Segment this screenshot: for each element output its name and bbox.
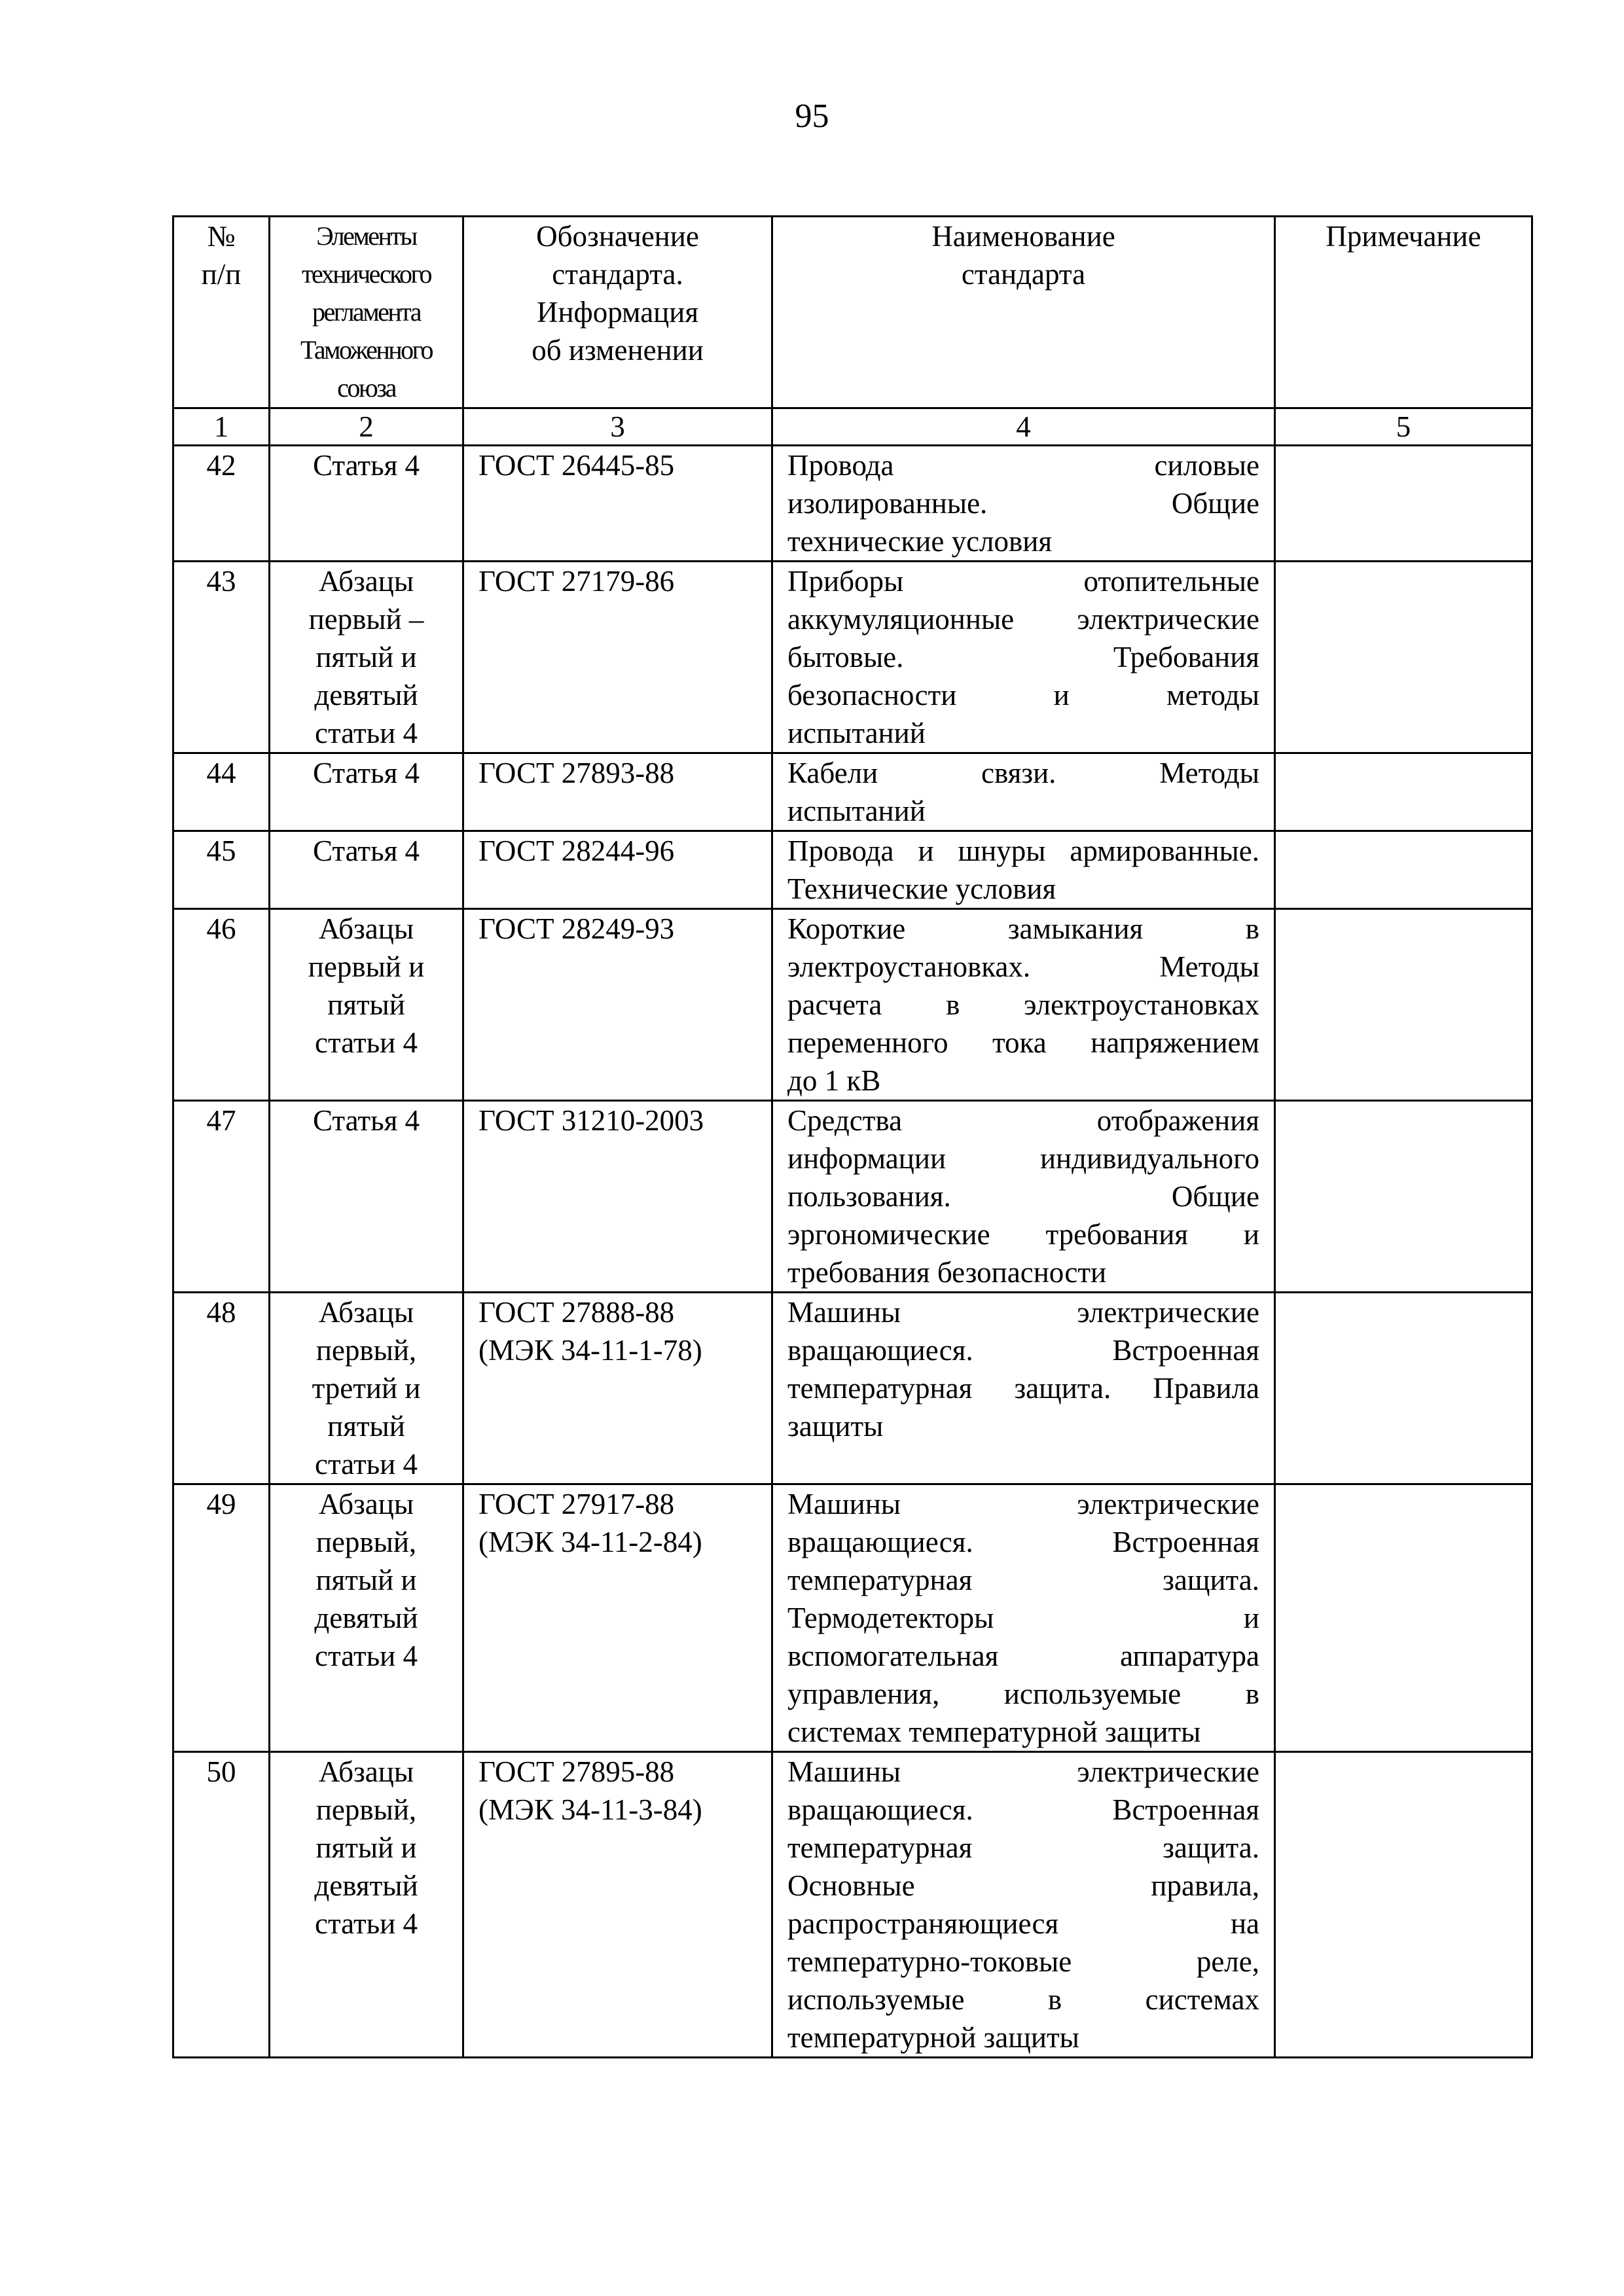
elements-line: статьи 4 — [314, 1907, 418, 1940]
row-standard-code — [463, 1101, 772, 1293]
row-standard-code — [463, 909, 772, 1101]
row-standard-name — [772, 1752, 1275, 2058]
standard-name-line: Приборы отопительные — [787, 565, 1259, 598]
header-line: технического — [302, 259, 431, 289]
elements-line: статьи 4 — [314, 717, 418, 749]
page-number: 95 — [795, 98, 829, 135]
header-line: Обозначение — [536, 220, 699, 253]
row-elements — [270, 1752, 463, 2058]
standard-name-line: системах температурной защиты — [787, 1715, 1201, 1748]
elements-line: статьи 4 — [314, 1448, 418, 1480]
row-elements — [270, 831, 463, 909]
standard-name-line: Технические условия — [787, 872, 1056, 905]
header-line: Наименование — [931, 220, 1115, 253]
row-note — [1275, 1293, 1532, 1484]
standard-code-line: ГОСТ 26445-85 — [478, 449, 675, 482]
header-line: Информация — [536, 296, 699, 329]
column-number: 4 — [772, 408, 1275, 446]
standard-name-line: пользования. Общие — [787, 1180, 1259, 1213]
standard-code-line: ГОСТ 27893-88 — [478, 757, 675, 789]
row-standard-name — [772, 562, 1275, 753]
elements-line: третий и — [312, 1372, 421, 1405]
standard-name-line: температурная защита. Правила — [787, 1372, 1259, 1405]
standard-name-line: Основные правила, — [787, 1869, 1259, 1902]
row-note — [1275, 1101, 1532, 1293]
row-note — [1275, 1752, 1532, 2058]
header-line: союза — [337, 373, 395, 403]
elements-line: пятый — [327, 988, 405, 1021]
row-note — [1275, 562, 1532, 753]
row-number: 50 — [173, 1752, 270, 2058]
elements-line: девятый — [314, 1869, 418, 1902]
standard-name-line: вспомогательная аппаратура — [787, 1640, 1259, 1672]
elements-line: Абзацы — [318, 912, 414, 945]
standard-name-line: испытаний — [787, 717, 926, 749]
row-standard-code — [463, 1293, 772, 1484]
elements-line: девятый — [314, 1602, 418, 1634]
row-number: 43 — [173, 562, 270, 753]
elements-line: пятый — [327, 1410, 405, 1443]
row-elements — [270, 562, 463, 753]
header-line: Элементы — [316, 221, 416, 251]
standard-name-line: управления, используемые в — [787, 1677, 1259, 1710]
elements-line: Статья 4 — [312, 757, 420, 789]
row-elements — [270, 753, 463, 831]
row-elements — [270, 1484, 463, 1752]
standard-code-line: ГОСТ 27179-86 — [478, 565, 675, 598]
row-note — [1275, 909, 1532, 1101]
row-standard-code — [463, 1484, 772, 1752]
column-number-row — [173, 408, 1532, 446]
standard-code-line: ГОСТ 27917-88 — [478, 1488, 675, 1520]
elements-line: Статья 4 — [312, 1104, 420, 1137]
standard-name-line: вращающиеся. Встроенная — [787, 1793, 1259, 1826]
row-note — [1275, 446, 1532, 562]
elements-line: девятый — [314, 679, 418, 711]
elements-line: первый – — [308, 603, 424, 636]
standard-name-line: используемые в системах — [787, 1983, 1259, 2016]
row-number: 47 — [173, 1101, 270, 1293]
standard-name-line: изолированные. Общие — [787, 487, 1259, 520]
header-line: об изменении — [532, 334, 704, 367]
row-standard-name — [772, 446, 1275, 562]
table-row — [173, 1293, 1532, 1484]
row-standard-name — [772, 831, 1275, 909]
row-number: 48 — [173, 1293, 270, 1484]
row-number: 44 — [173, 753, 270, 831]
standard-name-line: Кабели связи. Методы — [787, 757, 1259, 789]
standard-name-line: информации индивидуального — [787, 1142, 1259, 1175]
header-line: стандарта — [961, 258, 1086, 291]
row-standard-name — [772, 1293, 1275, 1484]
table-row — [173, 1484, 1532, 1752]
standard-code-line: ГОСТ 27888-88 — [478, 1296, 675, 1329]
standard-name-line: вращающиеся. Встроенная — [787, 1334, 1259, 1367]
row-standard-name — [772, 1484, 1275, 1752]
row-elements — [270, 446, 463, 562]
row-standard-code — [463, 1752, 772, 2058]
column-number: 1 — [173, 408, 270, 446]
standard-name-line: аккумуляционные электрические — [787, 603, 1259, 636]
elements-line: первый, — [316, 1526, 417, 1558]
standard-name-line: испытаний — [787, 795, 926, 827]
row-number: 45 — [173, 831, 270, 909]
header-line: № — [207, 220, 236, 253]
standard-name-line: до 1 кВ — [787, 1064, 881, 1097]
elements-line: Статья 4 — [312, 834, 420, 867]
header-line: п/п — [201, 258, 242, 291]
elements-line: первый, — [316, 1334, 417, 1367]
elements-line: пятый и — [316, 641, 417, 673]
row-note — [1275, 753, 1532, 831]
table-row — [173, 753, 1532, 831]
standard-name-line: Короткие замыкания в — [787, 912, 1259, 945]
elements-line: пятый и — [316, 1831, 417, 1864]
standard-name-line: переменного тока напряжением — [787, 1026, 1259, 1059]
standard-code-line: ГОСТ 27895-88 — [478, 1755, 675, 1788]
header-name — [772, 217, 1275, 408]
standards-table — [172, 215, 1533, 2058]
row-standard-code — [463, 562, 772, 753]
row-number: 49 — [173, 1484, 270, 1752]
standard-name-line: эргономические требования и — [787, 1218, 1259, 1251]
header-line: стандарта. — [552, 258, 683, 291]
standard-name-line: вращающиеся. Встроенная — [787, 1526, 1259, 1558]
standard-name-line: безопасности и методы — [787, 679, 1259, 711]
header-designation — [463, 217, 772, 408]
header-number — [173, 217, 270, 408]
standard-name-line: распространяющиеся на — [787, 1907, 1259, 1940]
standard-name-line: бытовые. Требования — [787, 641, 1259, 673]
elements-line: статьи 4 — [314, 1026, 418, 1059]
elements-line: первый, — [316, 1793, 417, 1826]
standard-name-line: Провода силовые — [787, 449, 1259, 482]
standard-name-line: температурной защиты — [787, 2021, 1079, 2054]
row-note — [1275, 1484, 1532, 1752]
row-elements — [270, 1293, 463, 1484]
table-row — [173, 562, 1532, 753]
standard-code-line: (МЭК 34-11-2-84) — [478, 1526, 702, 1558]
standard-code-line: ГОСТ 31210-2003 — [478, 1104, 704, 1137]
table-body — [173, 446, 1532, 2058]
header-line: Таможенного — [300, 335, 433, 365]
row-standard-code — [463, 831, 772, 909]
standard-code-line: ГОСТ 28249-93 — [478, 912, 675, 945]
row-number: 42 — [173, 446, 270, 562]
row-standard-code — [463, 753, 772, 831]
standard-name-line: технические условия — [787, 525, 1053, 558]
table-row — [173, 909, 1532, 1101]
table-row — [173, 1101, 1532, 1293]
elements-line: пятый и — [316, 1564, 417, 1596]
standard-name-line: Термодетекторы и — [787, 1602, 1259, 1634]
elements-line: первый и — [308, 950, 425, 983]
column-number: 2 — [270, 408, 463, 446]
header-line: регламента — [312, 297, 421, 327]
standard-code-line: (МЭК 34-11-3-84) — [478, 1793, 702, 1826]
row-standard-name — [772, 909, 1275, 1101]
header-note — [1275, 217, 1532, 408]
row-elements — [270, 909, 463, 1101]
row-standard-name — [772, 753, 1275, 831]
header-line: Примечание — [1326, 220, 1481, 253]
standard-name-line: электроустановках. Методы — [787, 950, 1259, 983]
elements-line: Абзацы — [318, 1755, 414, 1788]
table-header-row — [173, 217, 1532, 408]
table-row — [173, 446, 1532, 562]
standard-code-line: ГОСТ 28244-96 — [478, 834, 675, 867]
row-standard-code — [463, 446, 772, 562]
standard-name-line: температурная защита. — [787, 1831, 1259, 1864]
standard-name-line: Машины электрические — [787, 1296, 1259, 1329]
standard-name-line: температурно-токовые реле, — [787, 1945, 1259, 1978]
row-note — [1275, 831, 1532, 909]
standard-name-line: расчета в электроустановках — [787, 988, 1259, 1021]
standard-name-line: требования безопасности — [787, 1256, 1107, 1289]
table-row — [173, 1752, 1532, 2058]
row-standard-name — [772, 1101, 1275, 1293]
elements-line: Абзацы — [318, 1296, 414, 1329]
row-number: 46 — [173, 909, 270, 1101]
elements-line: Абзацы — [318, 1488, 414, 1520]
standard-name-line: защиты — [787, 1410, 884, 1443]
standard-code-line: (МЭК 34-11-1-78) — [478, 1334, 702, 1367]
column-number: 5 — [1275, 408, 1532, 446]
elements-line: Статья 4 — [312, 449, 420, 482]
elements-line: Абзацы — [318, 565, 414, 598]
standard-name-line: Машины электрические — [787, 1755, 1259, 1788]
table-row — [173, 831, 1532, 909]
column-number: 3 — [463, 408, 772, 446]
standard-name-line: Машины электрические — [787, 1488, 1259, 1520]
standard-name-line: температурная защита. — [787, 1564, 1259, 1596]
elements-line: статьи 4 — [314, 1640, 418, 1672]
header-elements — [270, 217, 463, 408]
standard-name-line: Средства отображения — [787, 1104, 1259, 1137]
standard-name-line: Провода и шнуры армированные. — [787, 834, 1259, 867]
row-elements — [270, 1101, 463, 1293]
